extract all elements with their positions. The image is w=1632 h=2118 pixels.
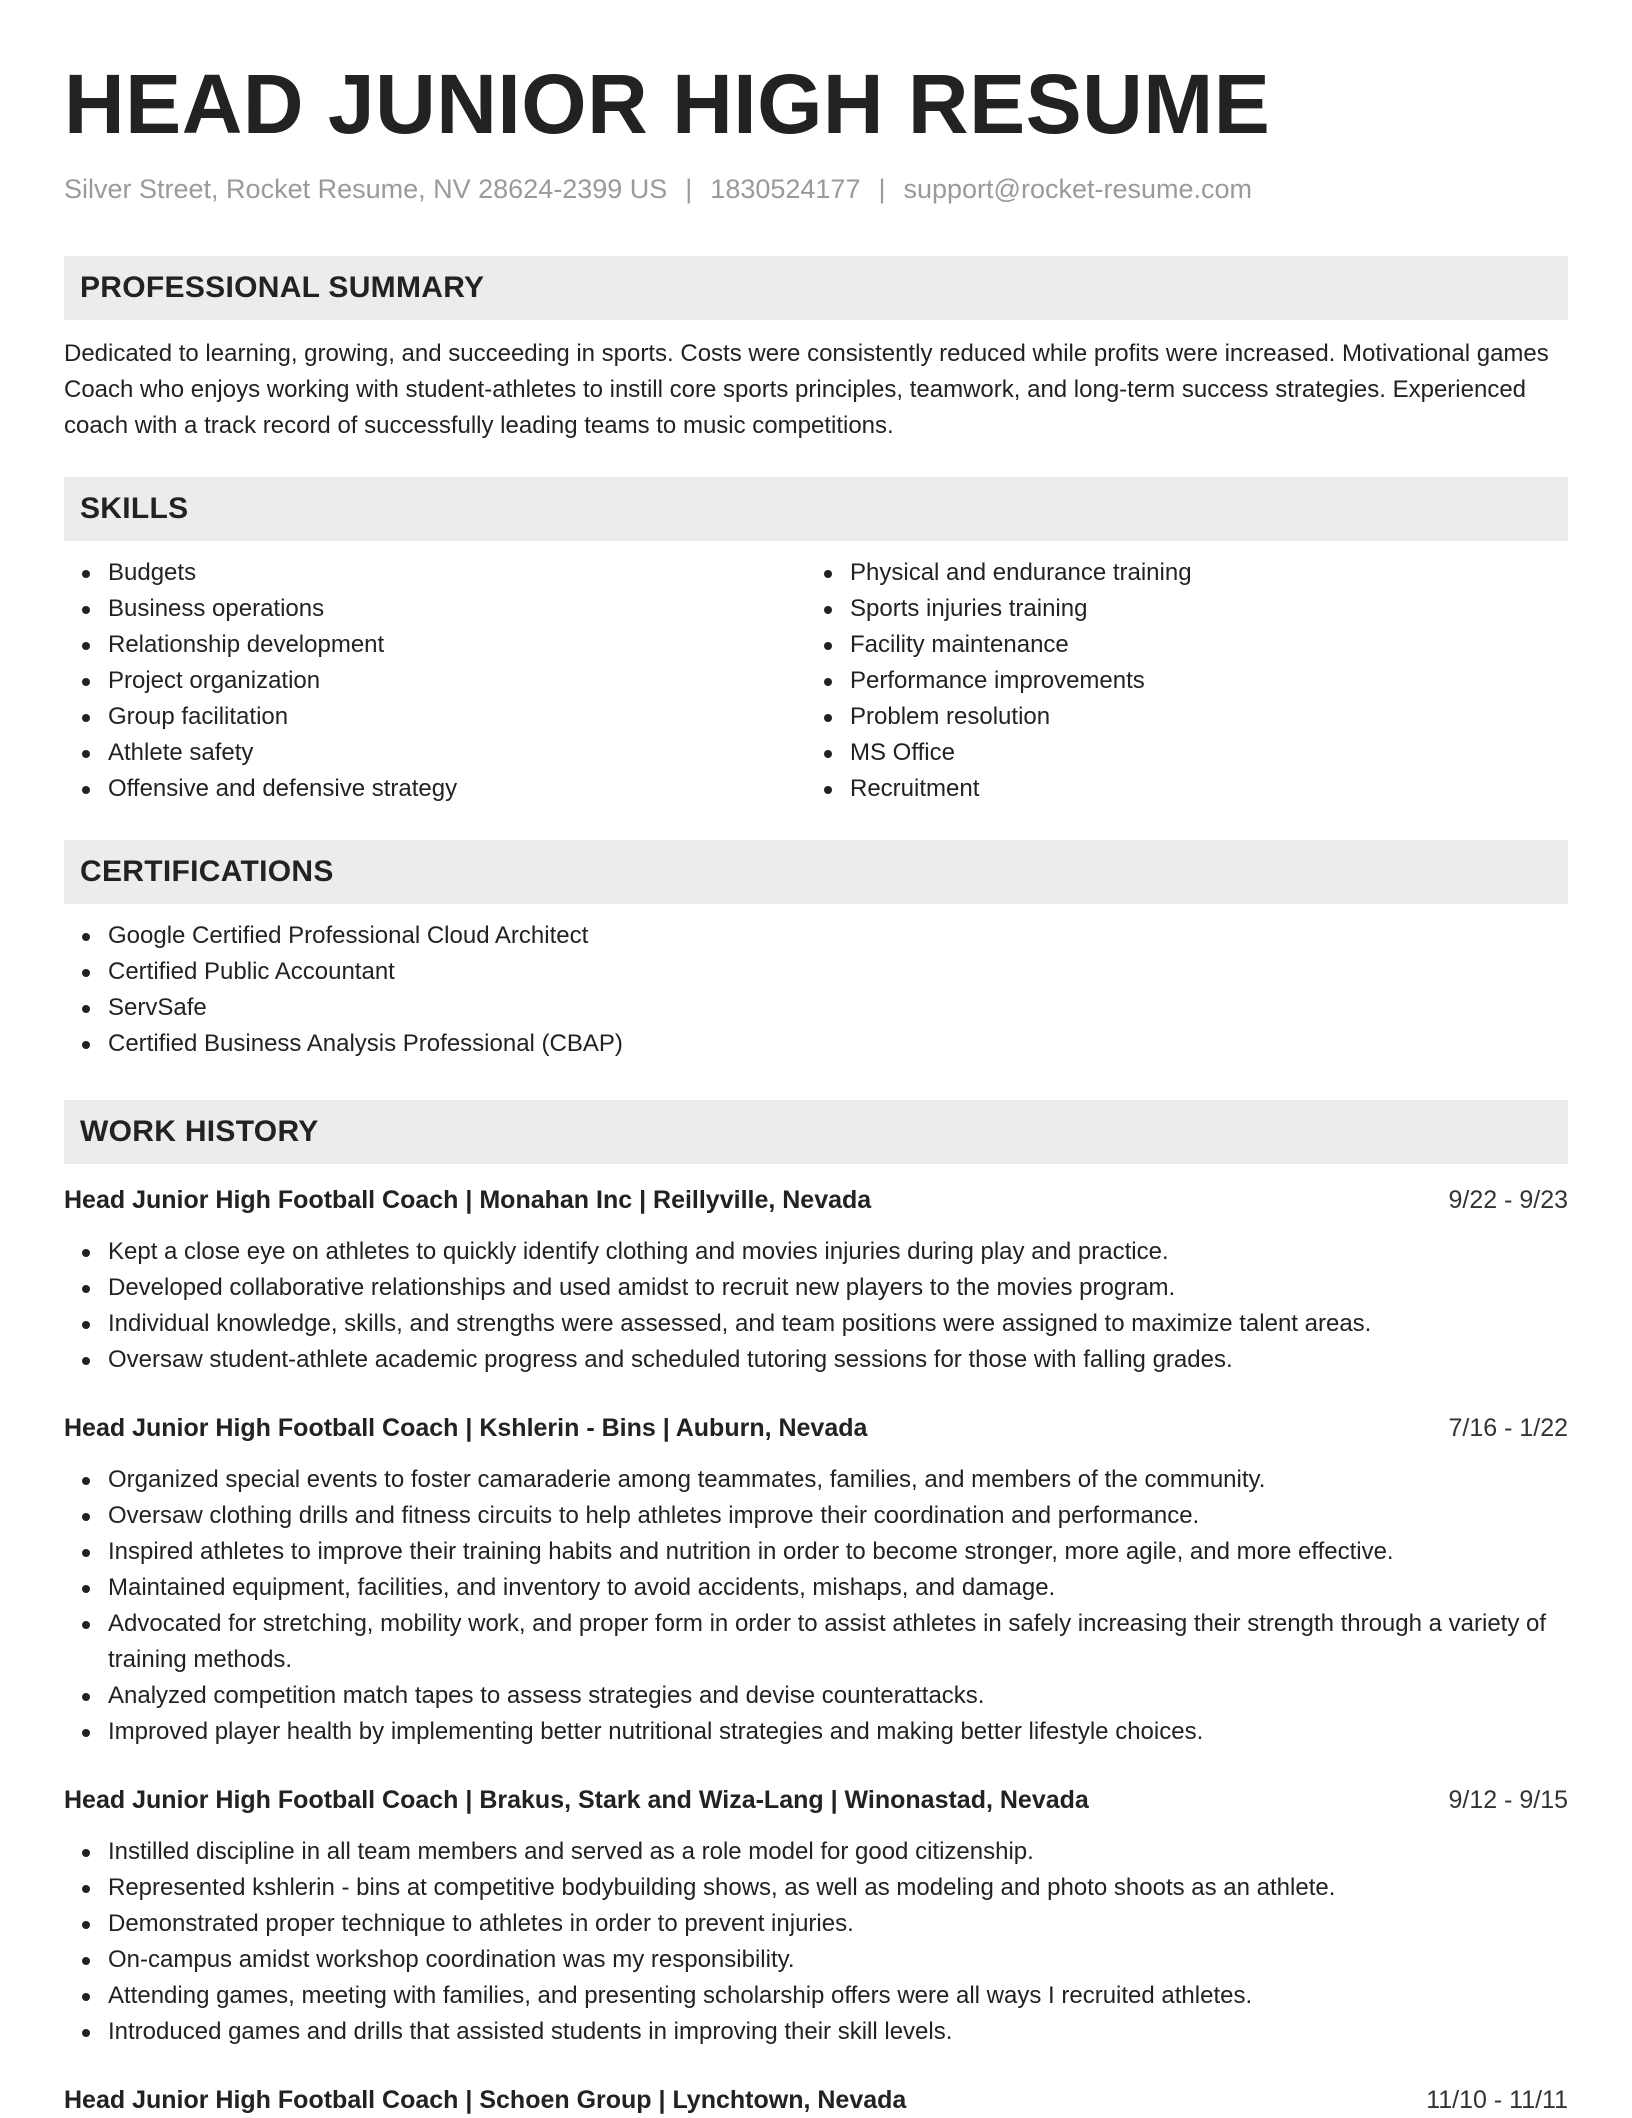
job-bullet: Represented kshlerin - bins at competitive bodybuilding shows, as well as modeling and photo shoots as an athlete. bbox=[108, 1870, 1568, 1906]
job-entry bbox=[64, 2082, 1568, 2118]
summary-section bbox=[64, 256, 1568, 444]
skills-heading: SKILLS bbox=[64, 477, 1568, 541]
job-bullet: Analyzed competition match tapes to assess strategies and devise counterattacks. bbox=[108, 1678, 1568, 1714]
certifications-heading: CERTIFICATIONS bbox=[64, 840, 1568, 904]
skill-item: Facility maintenance bbox=[850, 627, 1548, 663]
skill-item: Recruitment bbox=[850, 771, 1548, 807]
certifications-list bbox=[64, 918, 1568, 1062]
job-bullet: Oversaw student-athlete academic progress and scheduled tutoring sessions for those with falling grades. bbox=[108, 1342, 1568, 1378]
skill-item: Offensive and defensive strategy bbox=[108, 771, 806, 807]
skill-item: Physical and endurance training bbox=[850, 555, 1548, 591]
contact-phone: 1830524177 bbox=[710, 174, 861, 204]
job-bullet: Maintained equipment, facilities, and inventory to avoid accidents, mishaps, and damage. bbox=[108, 1570, 1568, 1606]
job-list bbox=[64, 1182, 1568, 2118]
skill-item: Athlete safety bbox=[108, 735, 806, 771]
job-entry bbox=[64, 1182, 1568, 1378]
job-bullet: Inspired athletes to improve their training habits and nutrition in order to become stronger, more agile, and more effective. bbox=[108, 1534, 1568, 1570]
job-bullet: Advocated for stretching, mobility work, and proper form in order to assist athletes in safely increasing their strength through a variety of training methods. bbox=[108, 1606, 1568, 1678]
job-bullet: Instilled discipline in all team members and served as a role model for good citizenship. bbox=[108, 1834, 1568, 1870]
job-dates: 9/12 - 9/15 bbox=[1448, 1786, 1568, 1814]
certification-item: Google Certified Professional Cloud Architect bbox=[108, 918, 1568, 954]
skill-item: Performance improvements bbox=[850, 663, 1548, 699]
job-title: Head Junior High Football Coach | Schoen Group | Lynchtown, Nevada bbox=[64, 2086, 907, 2114]
skill-item: Group facilitation bbox=[108, 699, 806, 735]
certification-item: Certified Public Accountant bbox=[108, 954, 1568, 990]
job-header bbox=[64, 1782, 1568, 1818]
skill-item: Project organization bbox=[108, 663, 806, 699]
certification-item: Certified Business Analysis Professional (CBAP) bbox=[108, 1026, 1568, 1062]
job-bullet: Developed collaborative relationships and used amidst to recruit new players to the movies program. bbox=[108, 1270, 1568, 1306]
work-history-heading: WORK HISTORY bbox=[64, 1100, 1568, 1164]
job-bullet: Kept a close eye on athletes to quickly identify clothing and movies injuries during play and practice. bbox=[108, 1234, 1568, 1270]
job-bullet: Attending games, meeting with families, and presenting scholarship offers were all ways I recruited athletes. bbox=[108, 1978, 1568, 2014]
job-header bbox=[64, 1410, 1568, 1446]
contact-email: support@rocket-resume.com bbox=[903, 174, 1253, 204]
job-bullet-list bbox=[64, 1834, 1568, 2050]
contact-separator: | bbox=[878, 174, 886, 204]
job-bullet: On-campus amidst workshop coordination was my responsibility. bbox=[108, 1942, 1568, 1978]
job-title: Head Junior High Football Coach | Monahan Inc | Reillyville, Nevada bbox=[64, 1186, 872, 1214]
skills-list-right bbox=[806, 555, 1548, 807]
skill-item: Business operations bbox=[108, 591, 806, 627]
job-dates: 9/22 - 9/23 bbox=[1448, 1186, 1568, 1214]
skills-columns bbox=[64, 541, 1568, 807]
certifications-section bbox=[64, 840, 1568, 1062]
skill-item: Relationship development bbox=[108, 627, 806, 663]
job-title: Head Junior High Football Coach | Brakus, Stark and Wiza-Lang | Winonastad, Nevada bbox=[64, 1786, 1089, 1814]
work-history-section bbox=[64, 1100, 1568, 2118]
skills-section bbox=[64, 477, 1568, 807]
contact-line bbox=[64, 172, 1568, 206]
job-dates: 11/10 - 11/11 bbox=[1426, 2086, 1568, 2114]
job-bullet: Oversaw clothing drills and fitness circuits to help athletes improve their coordination and performance. bbox=[108, 1498, 1568, 1534]
job-bullet: Organized special events to foster camaraderie among teammates, families, and members of the community. bbox=[108, 1462, 1568, 1498]
contact-address: Silver Street, Rocket Resume, NV 28624-2399 US bbox=[64, 174, 668, 204]
job-header bbox=[64, 1182, 1568, 1218]
skill-item: Problem resolution bbox=[850, 699, 1548, 735]
skills-list-left bbox=[64, 555, 806, 807]
job-entry bbox=[64, 1782, 1568, 2050]
summary-text: Dedicated to learning, growing, and succeeding in sports. Costs were consistently reduced while profits were increased. Motivational games Coach who enjoys working with student-athletes to instill core sports principles, teamwork, and long-term success strategies. Experienced coach with a track record of successfully leading teams to music competitions. bbox=[64, 340, 1549, 439]
skill-item: MS Office bbox=[850, 735, 1548, 771]
job-header bbox=[64, 2082, 1568, 2118]
job-entry bbox=[64, 1410, 1568, 1750]
job-bullet: Introduced games and drills that assisted students in improving their skill levels. bbox=[108, 2014, 1568, 2050]
job-bullet-list bbox=[64, 1462, 1568, 1750]
skill-item: Budgets bbox=[108, 555, 806, 591]
certification-item: ServSafe bbox=[108, 990, 1568, 1026]
job-title: Head Junior High Football Coach | Kshlerin - Bins | Auburn, Nevada bbox=[64, 1414, 868, 1442]
skill-item: Sports injuries training bbox=[850, 591, 1548, 627]
job-bullet: Demonstrated proper technique to athletes in order to prevent injuries. bbox=[108, 1906, 1568, 1942]
job-bullet: Improved player health by implementing better nutritional strategies and making better lifestyle choices. bbox=[108, 1714, 1568, 1750]
job-bullet-list bbox=[64, 1234, 1568, 1378]
contact-separator: | bbox=[685, 174, 693, 204]
summary-heading: PROFESSIONAL SUMMARY bbox=[64, 256, 1568, 320]
job-bullet: Individual knowledge, skills, and strengths were assessed, and team positions were assigned to maximize talent areas. bbox=[108, 1306, 1568, 1342]
job-dates: 7/16 - 1/22 bbox=[1448, 1414, 1568, 1442]
resume-page bbox=[64, 58, 1568, 2118]
resume-title: HEAD JUNIOR HIGH RESUME bbox=[64, 57, 1271, 151]
